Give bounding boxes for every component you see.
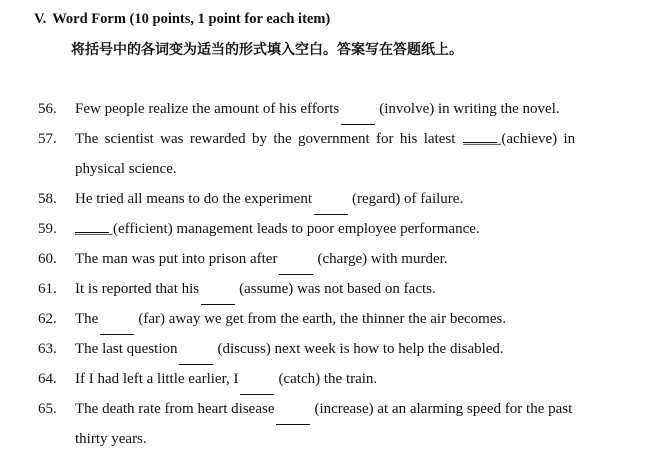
answer-blank [314,203,348,215]
question-number: 65. [38,401,57,417]
question-number: 59. [38,221,57,237]
question-57-continuation: physical science. [75,161,177,177]
answer-blank [100,323,134,335]
answer-blank: _____ [75,221,113,237]
question-65 [38,401,572,425]
question-text-before: If I had left a little earlier, I [75,371,239,387]
question-text-after: (assume) was not based on facts. [239,281,436,297]
question-number: 63. [38,341,57,357]
question-text-before: The death rate from heart disease [75,401,275,417]
question-text-after: (efficient) management leads to poor employee performance. [113,221,480,237]
question-text-before: The man was put into prison after [75,251,278,267]
question-number: 57. [38,131,57,147]
question-text-after: (achieve) in [501,131,576,147]
answer-blank [240,383,274,395]
section-heading [34,11,330,28]
question-text-before: Few people realize the amount of his efforts [75,101,340,117]
answer-blank: _____ [463,131,501,147]
question-number: 61. [38,281,57,297]
question-text-before: The [75,311,99,327]
question-62 [38,311,506,335]
question-58 [38,191,463,215]
question-57 [38,131,575,148]
question-number: 64. [38,371,57,387]
question-text-after: (charge) with murder. [317,251,448,267]
question-text-after: (discuss) next week is how to help the disabled. [217,341,504,357]
question-text-after: (involve) in writing the novel. [379,101,560,117]
question-text-after: (increase) at an alarming speed for the past [314,401,573,417]
question-60 [38,251,448,275]
question-text-before: It is reported that his [75,281,200,297]
question-text-before: The scientist was rewarded by the government for his latest [75,131,456,147]
answer-blank [201,293,235,305]
question-text-after: (catch) the train. [278,371,378,387]
answer-blank [276,413,310,425]
question-text-after: (regard) of failure. [352,191,464,207]
question-number: 62. [38,311,57,327]
answer-blank [279,263,313,275]
question-65-continuation: thirty years. [75,431,147,447]
section-title: Word Form (10 points, 1 point for each item) [52,11,331,27]
question-number: 58. [38,191,57,207]
question-text-after: (far) away we get from the earth, the thinner the air becomes. [138,311,507,327]
section-numeral: V. [34,11,47,27]
question-text-before: The last question [75,341,178,357]
question-59 [38,221,480,238]
question-56 [38,101,560,125]
section-instruction: 将括号中的各词变为适当的形式填入空白。答案写在答题纸上。 [71,42,463,58]
answer-blank [341,113,375,125]
question-number: 60. [38,251,57,267]
question-text-before: He tried all means to do the experiment [75,191,313,207]
question-64 [38,371,377,395]
question-61 [38,281,436,305]
question-number: 56. [38,101,57,117]
question-63 [38,341,504,365]
answer-blank [179,353,213,365]
